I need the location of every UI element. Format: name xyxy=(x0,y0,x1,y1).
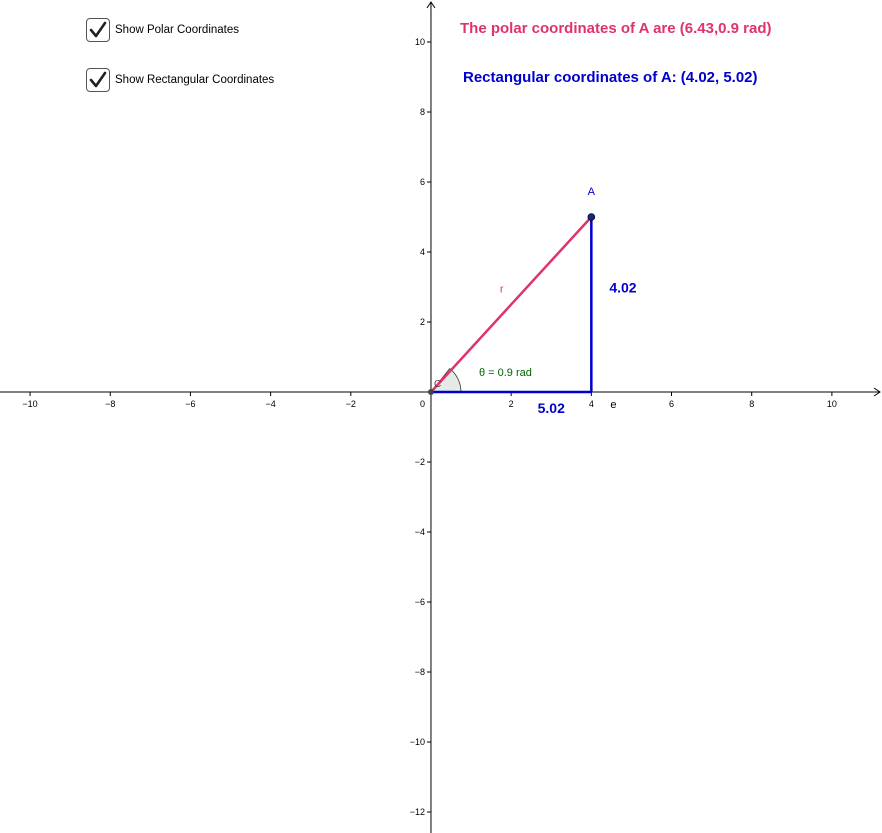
radius-segment xyxy=(431,217,591,392)
point-a-label: A xyxy=(587,186,596,198)
x-tick-label: 8 xyxy=(749,399,755,409)
e-label: e xyxy=(610,399,617,411)
y-tick-label: −12 xyxy=(409,807,425,817)
vertical-leg-label: 4.02 xyxy=(609,279,637,296)
y-tick-label: 8 xyxy=(419,107,425,117)
x-tick-label: −4 xyxy=(265,399,276,409)
x-tick-label: 10 xyxy=(826,399,837,409)
show-polar-checkbox[interactable] xyxy=(86,18,239,42)
figure-labels xyxy=(434,186,637,416)
show-rectangular-checkbox[interactable] xyxy=(86,68,274,92)
x-tick-label: 4 xyxy=(588,399,594,409)
y-tick-label: −10 xyxy=(409,737,425,747)
axes xyxy=(0,2,880,833)
x-tick-label: −8 xyxy=(105,399,116,409)
x-tick-label: −10 xyxy=(22,399,38,409)
y-tick-label: −4 xyxy=(414,527,425,537)
checkmark-icon xyxy=(88,70,108,90)
polar-coordinates-text: The polar coordinates of A are (6.43,0.9 rad) xyxy=(460,20,772,37)
theta-label: θ = 0.9 rad xyxy=(478,367,532,379)
c-label: C xyxy=(433,379,442,390)
x-tick-label: −2 xyxy=(345,399,356,409)
y-tick-label: −2 xyxy=(414,457,425,467)
x-tick-label: 2 xyxy=(508,399,514,409)
x-tick-label: 6 xyxy=(669,399,675,409)
checkmark-icon xyxy=(88,20,108,40)
y-tick-label: 6 xyxy=(419,177,425,187)
checkbox-box[interactable] xyxy=(86,18,110,42)
rectangular-coordinates-text: Rectangular coordinates of A: (4.02, 5.02) xyxy=(463,69,758,86)
x-tick-label: −6 xyxy=(185,399,196,409)
checkbox-label: Show Rectangular Coordinates xyxy=(115,74,275,86)
y-tick-label: 2 xyxy=(419,317,425,327)
y-tick-label: 10 xyxy=(414,37,425,47)
checkbox-box[interactable] xyxy=(86,68,110,92)
checkbox-label: Show Polar Coordinates xyxy=(115,24,240,36)
y-tick-label: −6 xyxy=(414,597,425,607)
y-tick-label: 4 xyxy=(419,247,425,257)
radius-label: r xyxy=(499,283,504,296)
origin-label: 0 xyxy=(419,399,425,409)
horizontal-leg-label: 5.02 xyxy=(537,400,565,416)
point-a xyxy=(588,214,595,221)
y-tick-label: −8 xyxy=(414,667,425,677)
